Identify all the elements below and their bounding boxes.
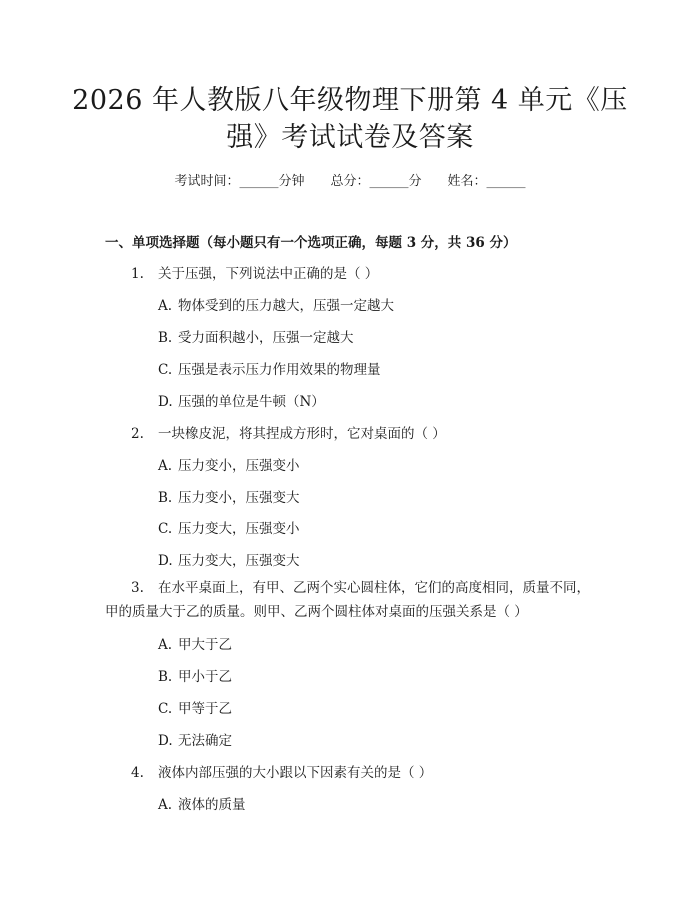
question-text: 液体内部压强的大小跟以下因素有关的是（ ） — [158, 765, 433, 781]
question-2-option-b — [158, 486, 300, 506]
exam-title-line-1: 2026 年人教版八年级物理下册第 4 单元《压 — [72, 85, 628, 116]
option-letter: A. — [158, 637, 173, 653]
option-letter: D. — [158, 733, 173, 749]
option-letter: C. — [158, 362, 173, 378]
option-text: 压力变小，压强变大 — [178, 490, 300, 506]
question-2-option-a — [158, 454, 300, 474]
question-2-option-d — [158, 549, 300, 569]
option-letter: C. — [158, 521, 173, 537]
question-1-option-d — [158, 390, 325, 410]
option-letter: D. — [158, 553, 173, 569]
question-3-option-a — [158, 633, 232, 653]
option-letter: A. — [158, 298, 173, 314]
question-number: 2. — [131, 426, 144, 442]
question-4-option-a — [158, 793, 246, 813]
option-text: 压强是表示压力作用效果的物理量 — [178, 362, 381, 378]
question-text: 一块橡皮泥，将其捏成方形时，它对桌面的（ ） — [158, 426, 446, 442]
question-number: 3. — [131, 580, 144, 596]
question-text-line-1: 在水平桌面上，有甲、乙两个实心圆柱体，它们的高度相同，质量不同， — [158, 580, 590, 596]
question-4 — [131, 761, 432, 781]
question-1-option-a — [158, 294, 394, 314]
option-text: 压力变大，压强变大 — [178, 553, 300, 569]
option-letter: B. — [158, 330, 173, 346]
question-text-line-2: 甲的质量大于乙的质量。则甲、乙两个圆柱体对桌面的压强关系是（ ） — [105, 604, 528, 620]
option-text: 甲等于乙 — [178, 701, 232, 717]
total-score-field: 总分：______分 — [330, 174, 422, 189]
question-3-option-b — [158, 665, 232, 685]
option-text: 压强的单位是牛顿（N） — [178, 394, 325, 410]
option-text: 液体的质量 — [178, 797, 246, 813]
question-number: 1. — [131, 266, 144, 282]
option-text: 无法确定 — [178, 733, 232, 749]
option-text: 压力变大，压强变小 — [178, 521, 300, 537]
option-letter: C. — [158, 701, 173, 717]
question-1-option-b — [158, 326, 354, 346]
option-letter: B. — [158, 669, 173, 685]
section-heading-single-choice: 一、单项选择题（每小题只有一个选项正确，每题 3 分，共 36 分） — [105, 235, 517, 251]
option-letter: A. — [158, 458, 173, 474]
question-3-option-c — [158, 697, 232, 717]
question-1-option-c — [158, 358, 381, 378]
option-letter: A. — [158, 797, 173, 813]
question-2-option-c — [158, 517, 300, 537]
option-letter: B. — [158, 490, 173, 506]
option-text: 甲大于乙 — [178, 637, 232, 653]
question-3 — [105, 576, 605, 624]
exam-time-field: 考试时间：______分钟 — [174, 174, 305, 189]
question-number: 4. — [131, 765, 144, 781]
option-text: 压力变小，压强变小 — [178, 458, 300, 474]
option-letter: D. — [158, 394, 173, 410]
exam-title-line-2: 强》考试试卷及答案 — [226, 122, 474, 153]
option-text: 受力面积越小，压强一定越大 — [178, 330, 354, 346]
question-text: 关于压强，下列说法中正确的是（ ） — [158, 266, 379, 282]
question-2 — [131, 422, 446, 442]
question-1 — [131, 262, 378, 282]
option-text: 物体受到的压力越大，压强一定越大 — [178, 298, 394, 314]
option-text: 甲小于乙 — [178, 669, 232, 685]
exam-meta-row — [0, 170, 700, 189]
student-name-field: 姓名：______ — [447, 174, 526, 189]
question-3-option-d — [158, 729, 232, 749]
